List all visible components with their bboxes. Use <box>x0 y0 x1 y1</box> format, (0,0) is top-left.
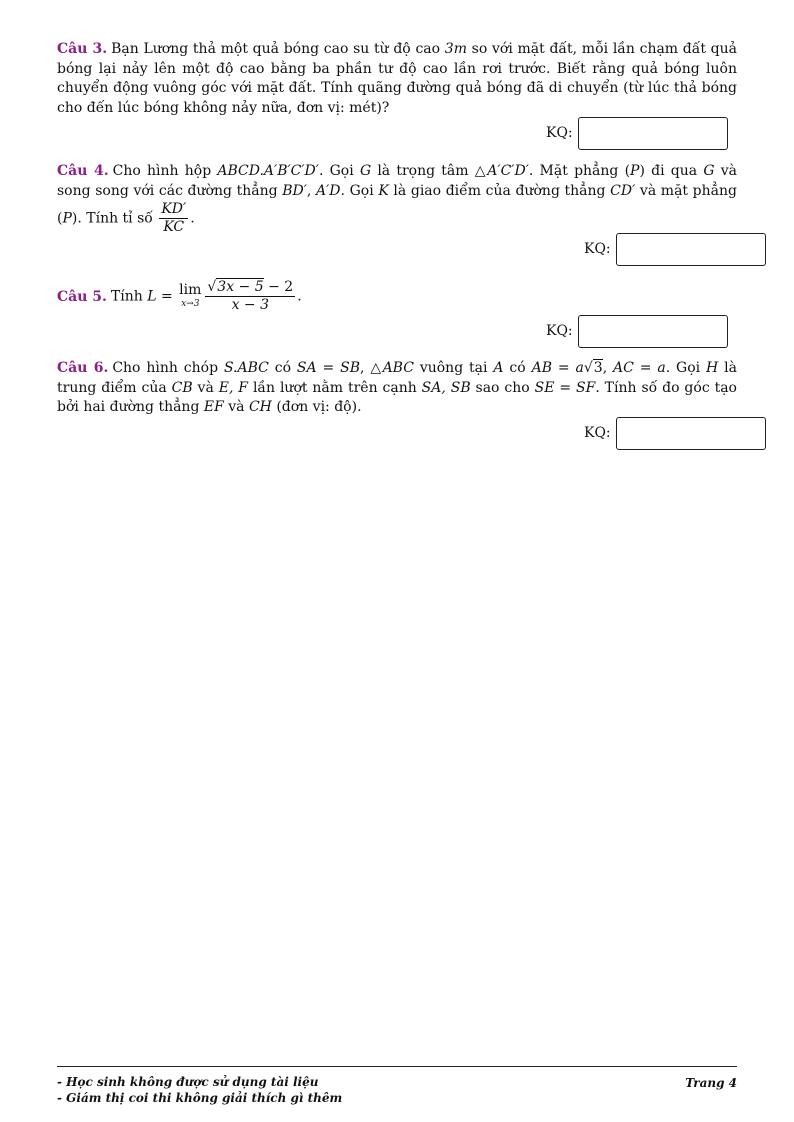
text: . Tính số đo góc tạo bởi hai đường thẳng <box>57 379 737 415</box>
question-3 <box>57 40 737 118</box>
math: P <box>62 210 72 227</box>
answer-label: KQ: <box>584 424 611 441</box>
math: ABC <box>382 360 414 376</box>
text: so với mặt đất, mỗi lần chạm đất quả bóng lại nảy lên một độ cao bằng ba phần tư độ cao lần rơi trước. Biết rằng quả bóng luôn chuyển động vuông góc với mặt đất. Tính quãng đường quả bóng đã di chuyển (từ lúc thả bóng cho đến lúc bóng không nảy nữa, đơn vị: mét)? <box>57 41 737 116</box>
text: Tính <box>110 288 148 305</box>
page-number: Trang 4 <box>685 1076 737 1090</box>
question-label: Câu 6. <box>57 360 109 376</box>
math: A′C′D′ <box>487 163 529 179</box>
question-5 <box>57 279 737 314</box>
numerator-rest: − 2 <box>263 279 294 295</box>
math: S.ABC <box>223 360 269 376</box>
fraction-denominator: KC <box>163 219 185 235</box>
text: , <box>602 360 614 376</box>
answer-label: KQ: <box>584 240 611 257</box>
text: và song song với các đường thẳng <box>57 163 737 199</box>
math: ABCD.A′B′C′D′ <box>217 163 319 179</box>
text: và <box>223 399 249 415</box>
text: có <box>503 360 532 376</box>
answer-label: KQ: <box>546 124 573 141</box>
math: AC = a <box>613 360 666 376</box>
math: EF <box>203 399 224 415</box>
text: lần lượt nằm trên cạnh <box>248 379 422 396</box>
math: CH <box>248 399 272 415</box>
math: 3m <box>444 41 467 57</box>
fraction-numerator: KD′ <box>161 201 187 217</box>
limit <box>179 283 201 311</box>
text: có <box>268 360 297 376</box>
text: là giao điểm của đường thẳng <box>388 182 611 199</box>
text: vuông tại <box>413 360 494 376</box>
math: CB <box>171 379 193 396</box>
answer-row-3 <box>546 117 728 150</box>
fraction-denominator: x − 3 <box>231 297 269 313</box>
text: Cho hình hộp <box>112 163 218 179</box>
math: H <box>706 360 719 376</box>
question-6: Câu 6. Cho hình chóp S.ABC có SA = SB, △ABC vuông tại A có AB = a√3, AC = a. Gọi H là trung điểm của CB và E, F lần lượt nằm trên cạnh SA, SB sao cho SE = SF. Tính số đo góc tạo bởi hai đường thẳng EF và CH (đơn vị: độ). <box>57 360 737 415</box>
math: SE = SF <box>534 379 596 396</box>
footer-note-2: - Giám thị coi thi không giải thích gì thêm <box>57 1091 343 1105</box>
text: . Gọi <box>318 163 360 179</box>
limit-operator: lim <box>179 281 202 298</box>
text: . Mặt phẳng ( <box>528 163 631 179</box>
math: A′D <box>315 182 341 199</box>
answer-box[interactable] <box>578 315 728 348</box>
text: . Gọi <box>665 360 707 376</box>
text: Cho hình chóp <box>112 360 224 376</box>
math: K <box>378 182 389 199</box>
answer-row-6 <box>584 417 766 450</box>
answer-box[interactable] <box>578 117 728 150</box>
math: P <box>630 163 640 179</box>
fraction <box>205 279 295 314</box>
answer-box[interactable] <box>616 233 766 266</box>
limit-subscript: x→3 <box>181 298 200 309</box>
math: SA = SB <box>296 360 361 376</box>
sqrt-radicand: 3 <box>593 360 603 376</box>
text: ). Tính tỉ số <box>71 210 158 227</box>
text: là trọng tâm △ <box>371 163 488 179</box>
fraction <box>159 201 188 236</box>
math: BD′ <box>282 182 307 199</box>
math: A <box>493 360 504 376</box>
math: SA, SB <box>421 379 471 396</box>
question-label: Câu 5. <box>57 288 107 305</box>
answer-label: KQ: <box>546 322 573 339</box>
sqrt-radicand: 3x − 5 <box>217 279 264 295</box>
fraction-numerator: √3x − 5 − 2 <box>207 279 294 295</box>
footer-divider <box>57 1066 737 1067</box>
question-label: Câu 4. <box>57 163 109 179</box>
text: sao cho <box>470 379 535 396</box>
text: = <box>156 288 178 305</box>
text: , △ <box>360 360 383 376</box>
text: (đơn vị: độ). <box>271 399 362 415</box>
text: . Gọi <box>340 182 379 199</box>
text: Bạn Lương thả một quả bóng cao su từ độ cao <box>111 41 445 57</box>
math: G <box>359 163 372 179</box>
text: . <box>297 288 302 305</box>
text: và mặt phẳng ( <box>57 182 737 227</box>
text: . <box>190 210 195 227</box>
text: và <box>192 379 219 396</box>
answer-box[interactable] <box>616 417 766 450</box>
text: ) đi qua <box>639 163 704 179</box>
question-label: Câu 3. <box>57 41 108 57</box>
math: L <box>147 288 157 305</box>
answer-row-4 <box>584 233 766 266</box>
math: AB = a <box>531 360 584 376</box>
math: CD′ <box>610 182 636 199</box>
math: E, F <box>218 379 249 396</box>
question-4 <box>57 162 737 236</box>
answer-row-5 <box>546 315 728 348</box>
text: là trung điểm của <box>57 360 737 396</box>
text: , <box>306 182 316 199</box>
math: G <box>703 163 715 179</box>
footer-note-1: - Học sinh không được sử dụng tài liệu <box>57 1075 319 1089</box>
